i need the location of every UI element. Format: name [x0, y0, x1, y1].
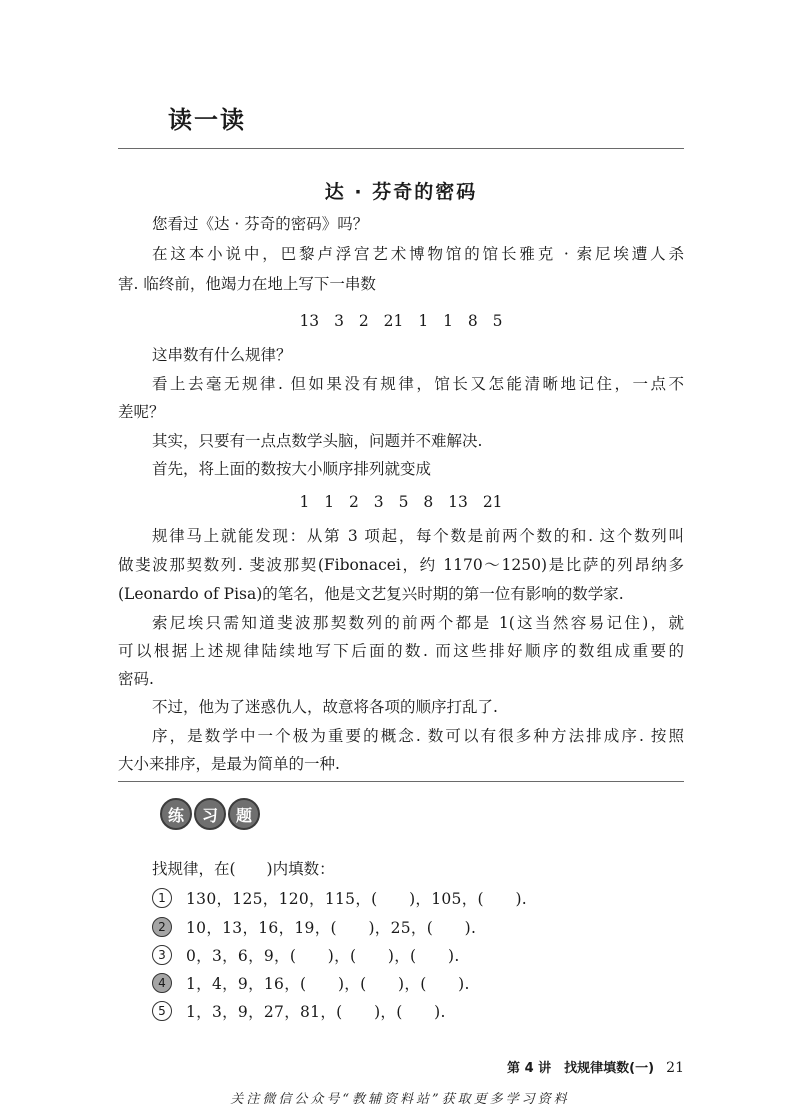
badge-char: 习: [194, 798, 226, 830]
paragraph-line: 序，是数学中一个极为重要的概念. 数可以有很多种方法排成序. 按照: [152, 727, 684, 745]
paragraph-line: 害. 临终前，他竭力在地上写下一串数: [118, 275, 376, 293]
exercise-item: [152, 916, 476, 938]
badge-char: 题: [228, 798, 260, 830]
exercise-item: [152, 887, 527, 909]
item-text: 130，125，120，115，( )，105，( ).: [186, 890, 528, 908]
paragraph-line: 这串数有什么规律？: [152, 346, 292, 364]
paragraph-line: 大小来排序，是最为简单的一种.: [118, 755, 340, 773]
paragraph-line: 不过，他为了迷惑仇人，故意将各项的顺序打乱了.: [152, 698, 498, 716]
item-text: 1，3，9，27，81，( )，( ).: [186, 1003, 446, 1021]
exercise-item: [152, 972, 470, 994]
item-number: 3: [152, 945, 172, 965]
paragraph-line: (Leonardo of Pisa)的笔名，他是文艺复兴时期的第一位有影响的数学家.: [118, 585, 624, 603]
item-text: 10，13，16，19，( )，25，( ).: [186, 919, 477, 937]
paragraph-line: 差呢？: [118, 403, 165, 421]
paragraph-line: 首先，将上面的数按大小顺序排列就变成: [152, 460, 432, 478]
item-number: 4: [152, 973, 172, 993]
scrambled-sequence: 13 3 2 21 1 1 8 5: [299, 312, 503, 330]
page-number: 21: [666, 1060, 684, 1076]
section-heading: 读一读: [168, 106, 246, 134]
sorted-sequence: 1 1 2 3 5 8 13 21: [299, 493, 503, 511]
exercise-instruction: 找规律，在( )内填数：: [152, 860, 335, 878]
exercise-divider: [118, 781, 684, 782]
chapter-label: 第 4 讲 找规律填数(一): [507, 1061, 655, 1076]
paragraph-line: 其实，只要有一点点数学头脑，问题并不难解决.: [152, 432, 483, 450]
item-text: 0，3，6，9，( )，( )，( ).: [186, 947, 460, 965]
page-footer: [507, 1057, 684, 1076]
exercise-badge: [160, 798, 260, 830]
paragraph-line: 做斐波那契数列. 斐波那契(Fibonacei，约 1170～1250)是比萨的列昂纳多: [118, 556, 684, 574]
item-number: 2: [152, 917, 172, 937]
watermark-text: 关注微信公众号“教辅资料站”获取更多学习资料: [230, 1092, 570, 1107]
paragraph-line: 索尼埃只需知道斐波那契数列的前两个都是 1(这当然容易记住)，就: [152, 614, 684, 632]
top-divider: [118, 148, 684, 149]
paragraph-line: 看上去毫无规律. 但如果没有规律，馆长又怎能清晰地记住，一点不: [152, 375, 684, 393]
paragraph-line: 在这本小说中，巴黎卢浮宫艺术博物馆的馆长雅克 · 索尼埃遭人杀: [152, 245, 684, 263]
exercise-item: [152, 1000, 446, 1022]
paragraph-line: 密码.: [118, 670, 154, 688]
exercise-item: [152, 944, 460, 966]
paragraph-line: 您看过《达 · 芬奇的密码》吗？: [152, 215, 369, 233]
paragraph-line: 规律马上就能发现：从第 3 项起，每个数是前两个数的和. 这个数列叫: [152, 527, 684, 545]
badge-char: 练: [160, 798, 192, 830]
article-title: 达 · 芬奇的密码: [324, 181, 478, 203]
item-number: 5: [152, 1001, 172, 1021]
paragraph-line: 可以根据上述规律陆续地写下后面的数. 而这些排好顺序的数组成重要的: [118, 642, 684, 660]
item-number: 1: [152, 888, 172, 908]
item-text: 1，4，9，16，( )，( )，( ).: [186, 975, 470, 993]
